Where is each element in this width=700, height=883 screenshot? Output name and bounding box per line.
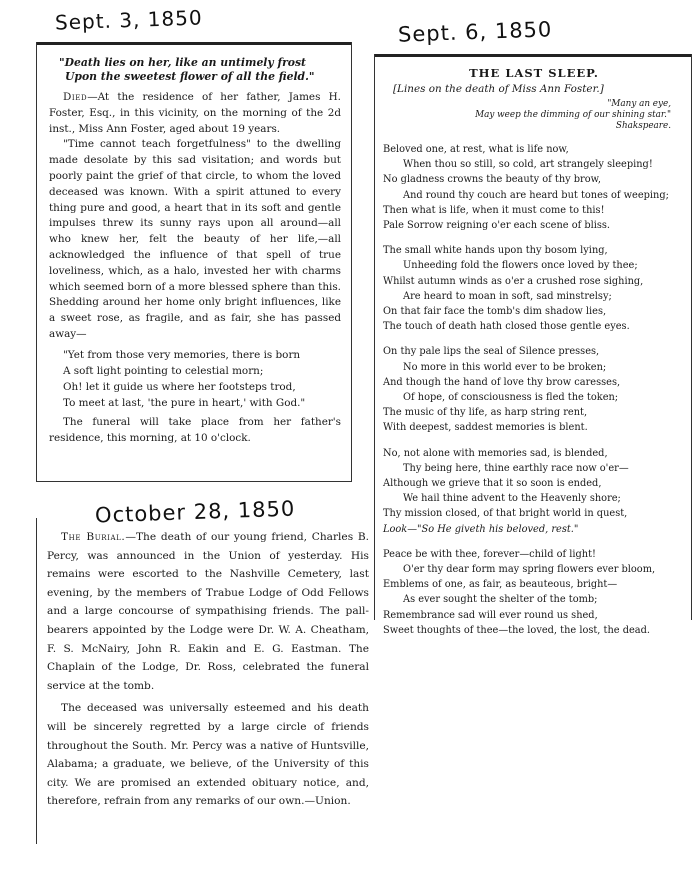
- poem-line: Sweet thoughts of thee—the loved, the lost, the dead.: [383, 624, 650, 636]
- poem-line: Thy mission closed, of that bright world in quest,: [383, 508, 628, 520]
- verse-line: A soft light pointing to celestial morn;: [63, 364, 264, 377]
- died-label: Died: [63, 91, 88, 103]
- handwritten-date-left-top: Sept. 3, 1850: [54, 5, 203, 35]
- poem-line: The music of thy life, as harp string rent,: [383, 407, 588, 419]
- stanza-4: [383, 446, 685, 537]
- poem-quote: [383, 99, 685, 132]
- poem-line: With deepest, saddest memories is blent.: [383, 422, 588, 434]
- poem-line: Thy being here, thine earthly race now o'er—: [403, 462, 629, 474]
- burial-lead: The Burial.: [61, 531, 126, 543]
- handwritten-date-left-bottom: October 28, 1850: [94, 496, 296, 528]
- eulogy-paragraph: "Time cannot teach forgetfulness" to the dwelling made desolate by this sad visitation; and words but poorly paint the grief of that circle, to whom the loved deceased was known. With a spirit attuned to every thing pure and good, a heart that in its soft and gentle impulses threw its sunny rays upon all around—all who knew her, felt the beauty of her life,—all acknowledged the influence of that spell of true loveliness, which, as a halo, invested her with charms which seemed born of a more blessed sphere than this. Shedding around her home only bright influences, like a sweet rose, as fragile, and as fair, she has passed away—: [49, 138, 341, 340]
- poem-line: Although we grieve that it so soon is ended,: [383, 478, 602, 490]
- poem-line: No gladness crowns the beauty of thy brow,: [383, 174, 601, 186]
- poem-line: O'er thy dear form may spring flowers ever bloom,: [403, 564, 656, 576]
- epigraph-line: Upon the sweetest flower of all the field.": [65, 70, 315, 83]
- poem-line: The small white hands upon thy bosom lying,: [383, 245, 608, 257]
- column-rule: [375, 54, 691, 57]
- poem-line: Unheeding fold the flowers once loved by thee;: [403, 260, 638, 272]
- quote-line: May weep the dimming of our shining star.": [475, 110, 671, 120]
- poem-subtitle: [Lines on the death of Miss Ann Foster.]: [393, 83, 604, 95]
- stanza-1: [383, 142, 685, 233]
- verse-line: To meet at last, 'the pure in heart,' with God.": [63, 396, 306, 409]
- poem-line: Remembrance sad will ever round us shed,: [383, 609, 598, 621]
- poem-line: Look—"So He giveth his beloved, rest.": [383, 523, 579, 535]
- poem-title: THE LAST SLEEP.: [469, 66, 599, 80]
- poem-line: On thy pale lips the seal of Silence presses,: [383, 346, 600, 358]
- column-rule: [37, 481, 351, 483]
- poem-line: We hail thine advent to the Heavenly shore;: [403, 493, 621, 505]
- poem-line: And though the hand of love thy brow caresses,: [383, 376, 621, 388]
- poem-line: On that fair face the tomb's dim shadow lies,: [383, 306, 607, 318]
- burial-paragraph: [47, 528, 369, 695]
- poem-line: Emblems of one, as fair, as beauteous, bright—: [383, 579, 618, 591]
- death-notice: [49, 90, 341, 137]
- poem-line: Peace be with thee, forever—child of light!: [383, 548, 596, 560]
- poem-line: Whilst autumn winds as o'er a crushed rose sighing,: [383, 275, 644, 287]
- stanza-3: [383, 344, 685, 435]
- clipping-percy-burial: [36, 518, 377, 844]
- stanza-5: [383, 547, 685, 638]
- clipping-last-sleep-poem: [374, 54, 692, 636]
- poem-line: Of hope, of consciousness is fled the token;: [403, 392, 619, 404]
- poem-line: Beloved one, at rest, what is life now,: [383, 144, 569, 155]
- poem-line: Pale Sorrow reigning o'er each scene of bliss.: [383, 220, 611, 232]
- poem-line: Are heard to moan in soft, sad minstrelsy;: [403, 290, 612, 302]
- column-rule: [37, 42, 351, 45]
- poem-line: No, not alone with memories sad, is blended,: [383, 447, 608, 459]
- burial-text: —The death of our young friend, Charles B. Percy, was announced in the Union of yesterday. His remains were escorted to the Nashville Cemetery, last evening, by the members of Trabue Lodge of Odd Fellows and a large concourse of sympathising friends. The pall-bearers appointed by the Lodge were Dr. W. A. Cheatham, F. S. McNairy, John R. Eakin and E. G. Eastman. The Chaplain of the Lodge, Dr. Ross, celebrated the funeral service at the tomb.: [47, 531, 369, 692]
- esteem-paragraph: The deceased was universally esteemed and his death will be sincerely regretted by a large circle of friends throughout the South. Mr. Percy was a native of Huntsville, Alabama; a graduate, we believe, of the University of this city. We are promised an extended obituary notice, and, therefore, refrain from any remarks of our own.—Union.: [47, 702, 369, 808]
- poem-line: When thou so still, so cold, art strangely sleeping!: [403, 159, 653, 171]
- funeral-notice: The funeral will take place from her father's residence, this morning, at 10 o'clock.: [49, 415, 341, 444]
- death-notice-text: —At the residence of her father, James H. Foster, Esq., in this vicinity, on the morning of the 2d inst., Miss Ann Foster, aged about 19 years.: [49, 91, 341, 135]
- verse-line: Oh! let it guide us where her footsteps trod,: [63, 380, 296, 393]
- clipping-foster-obituary: [36, 42, 352, 482]
- poem-line: No more in this world ever to be broken;: [403, 361, 607, 373]
- quote-line: "Many an eye,: [607, 99, 671, 109]
- poem-line: The touch of death hath closed those gentle eyes.: [383, 321, 630, 333]
- poem-line: And round thy couch are heard but tones of weeping;: [403, 189, 669, 201]
- verse-line: "Yet from those very memories, there is born: [63, 348, 301, 361]
- verse-block: [63, 347, 341, 411]
- stanza-2: [383, 243, 685, 334]
- handwritten-date-right: Sept. 6, 1850: [397, 17, 553, 47]
- poem-line: As ever sought the shelter of the tomb;: [403, 594, 598, 606]
- epigraph: [59, 56, 341, 84]
- epigraph-line: "Death lies on her, like an untimely frost: [59, 56, 307, 69]
- quote-source: Shakspeare.: [615, 121, 671, 131]
- poem-line: Then what is life, when it must come to this!: [383, 204, 605, 216]
